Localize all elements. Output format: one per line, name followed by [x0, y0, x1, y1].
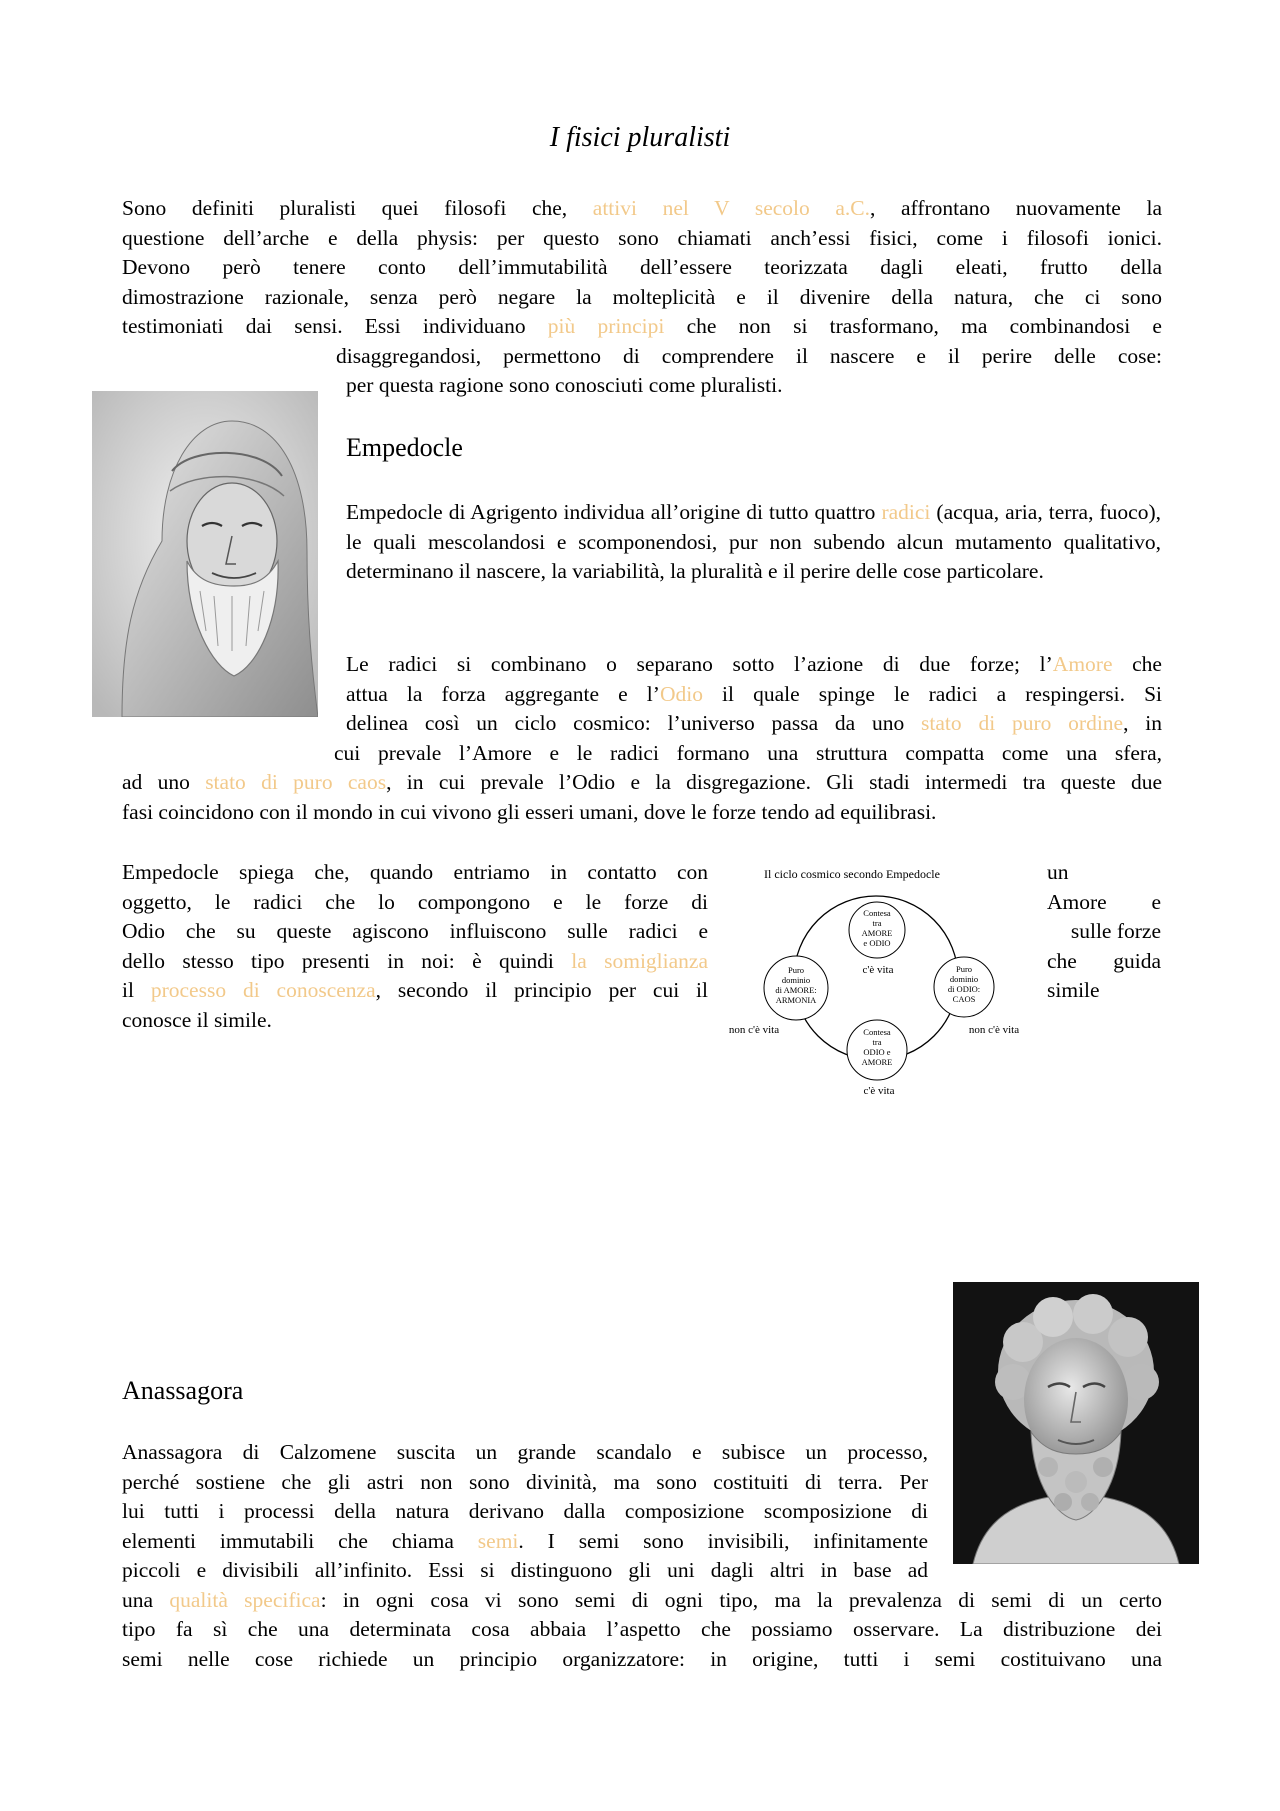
paragraph-line: un [1047, 860, 1069, 884]
node-right-text: CAOS [952, 994, 976, 1004]
paragraph-line: conosce il simile. [122, 1007, 272, 1032]
paragraph-line: semi nelle cose richiede un principio organizzatore: in origine, tutti i semi costituivano una [122, 1646, 1162, 1671]
paragraph-line: elementi immutabili che chiama semi. I semi sono invisibili, infinitamente [122, 1528, 928, 1553]
paragraph-line: Anassagora di Calzomene suscita un grande scandalo e subisce un processo, [122, 1440, 928, 1464]
node-top-text: Contesa [863, 908, 891, 918]
highlight-term: più principi [547, 314, 665, 338]
cosmic-cycle-diagram [724, 860, 1034, 1100]
label-life-bottom: c'è vita [863, 1085, 895, 1097]
highlight-term: attivi nel V secolo a.C. [592, 196, 871, 220]
paragraph-line: dello stesso tipo presenti in noi: è quindi la somiglianza [122, 948, 708, 973]
diagram-title: Il ciclo cosmico secondo Empedocle [764, 867, 940, 881]
paragraph-line: il processo di conoscenza, secondo il principio per cui il [122, 978, 708, 1002]
node-left-text: dominio [781, 975, 811, 985]
intro-line: per questa ragione sono conosciuti come pluralisti. [346, 373, 783, 397]
paragraph-line: delinea così un ciclo cosmico: l’universo passa da uno stato di puro ordine, in [346, 711, 1162, 735]
paragraph-line: tipo fa sì che una determinata cosa abbaia l’aspetto che possiamo osservare. La distribuzione dei [122, 1617, 1162, 1641]
paragraph-line: Le radici si combinano o separano sotto l’azione di due forze; l’Amore che [346, 652, 1162, 676]
highlight-term: stato di puro ordine [921, 711, 1124, 735]
paragraph-line: perché sostiene che gli astri non sono divinità, ma sono costituiti di terra. Per [122, 1469, 928, 1494]
paragraph-line: lui tutti i processi della natura derivano dalla composizione scomposizione di [122, 1499, 928, 1523]
label-no-life-right: non c'è vita [968, 1024, 1020, 1036]
node-top-text: AMORE [861, 928, 893, 938]
paragraph-line: simile [1047, 978, 1100, 1002]
paragraph-line: cui prevale l’Amore e le radici formano una struttura compatta come una sfera, [334, 740, 1162, 765]
highlight-term: stato di puro caos [205, 770, 387, 794]
node-top-text: e ODIO [863, 938, 891, 948]
empedocle-paragraph-2 [122, 650, 1162, 827]
paragraph-line: che guida [1047, 948, 1161, 973]
node-right-text: di ODIO: [947, 984, 981, 994]
cosmic-cycle-svg [724, 860, 1034, 1100]
page-title: I fisici pluralisti [549, 122, 731, 153]
intro-line: disaggregandosi, permettono di comprendere il nascere e il perire delle cose: [336, 343, 1162, 368]
node-right-text: Puro [955, 964, 973, 974]
section-heading-anassagora: Anassagora [122, 1376, 244, 1405]
paragraph-line: fasi coincidono con il mondo in cui vivono gli esseri umani, dove le forze tendo ad equilibrasi. [122, 799, 937, 824]
highlight-term: Odio [659, 681, 703, 706]
node-bottom-text: ODIO e [863, 1047, 891, 1057]
intro-line: Sono definiti pluralisti quei filosofi che, attivi nel V secolo a.C., affrontano nuovamente la [122, 196, 1162, 220]
highlight-term: semi [477, 1528, 519, 1553]
highlight-term: radici [881, 500, 931, 524]
paragraph-line: una qualità specifica: in ogni cosa vi sono semi di ogni tipo, ma la prevalenza di semi di un certo [122, 1587, 1163, 1612]
intro-paragraph [122, 194, 1162, 401]
paragraph-line: sulle forze [1070, 919, 1161, 943]
paragraph-line: Odio che su queste agiscono influiscono sulle radici e [122, 919, 708, 943]
paragraph-line: Empedocle spiega che, quando entriamo in contatto con [122, 860, 708, 884]
highlight-term: Amore [1052, 652, 1113, 676]
node-top-text: tra [872, 918, 882, 928]
intro-line: dimostrazione razionale, senza però negare la molteplicità e il divenire della natura, che ci sono [122, 284, 1162, 309]
node-bottom-text: AMORE [861, 1057, 893, 1067]
paragraph-line: attua la forza aggregante e l’Odio il quale spinge le radici a respingersi. Si [346, 681, 1163, 706]
intro-line: questione dell’arche e della physis: per questo sono chiamati anch’essi fisici, come i filosofi ionici. [122, 225, 1162, 250]
node-left-text: Puro [787, 965, 805, 975]
label-life-top: c'è vita [862, 964, 894, 976]
node-left-text: ARMONIA [775, 995, 817, 1005]
node-bottom-text: tra [872, 1037, 882, 1047]
paragraph-line: oggetto, le radici che lo compongono e le forze di [122, 889, 708, 914]
anassagora-paragraph [122, 1438, 1162, 1674]
node-bottom-text: Contesa [863, 1027, 891, 1037]
empedocle-paragraph-3-left [122, 858, 708, 1035]
highlight-term: la somiglianza [571, 948, 708, 973]
highlight-term: qualità specifica [169, 1587, 321, 1612]
intro-line: Devono però tenere conto dell’immutabilità dell’essere teorizzata dagli eleati, frutto della [122, 255, 1162, 279]
intro-line: testimoniati dai sensi. Essi individuano più principi che non si trasformano, ma combinandosi e [122, 314, 1162, 338]
empedocle-paragraph-1: Empedocle di Agrigento individua all’origine di tutto quattro radici (acqua, aria, terra, fuoco), le quali mescolandosi e scomponendosi, pur non subendo alcun mutamento qualitativo, determinano il nascere, la variabilità, la pluralità e il perire delle cose particolare. [346, 500, 1161, 583]
paragraph-line: piccoli e divisibili all’infinito. Essi si distinguono gli uni dagli altri in base ad [122, 1558, 928, 1582]
node-left-text: di AMORE: [775, 985, 817, 995]
paragraph-line: ad uno stato di puro caos, in cui prevale l’Odio e la disgregazione. Gli stadi intermedi tra queste due [122, 770, 1162, 794]
section-heading-empedocle: Empedocle [346, 433, 463, 462]
paragraph-line: Amore e [1047, 889, 1161, 914]
node-right-text: dominio [949, 974, 979, 984]
empedocle-paragraph-3-right [1047, 858, 1161, 1006]
label-no-life-left: non c'è vita [728, 1024, 780, 1036]
highlight-term: processo di conoscenza [150, 978, 376, 1002]
